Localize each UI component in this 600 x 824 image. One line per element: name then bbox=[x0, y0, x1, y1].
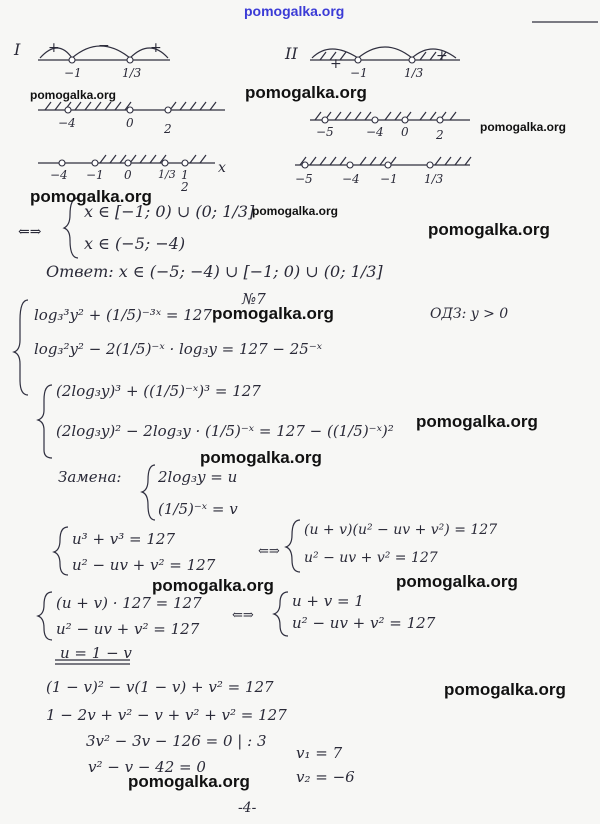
point-label: 0 bbox=[401, 125, 409, 139]
arc bbox=[130, 48, 168, 58]
axis-label: x bbox=[218, 160, 226, 176]
solution-interval-1: x ∈ [−1; 0) ∪ (0; 1/3] bbox=[84, 202, 255, 221]
equation: log₃²y² − 2(1/5)⁻ˣ · log₃y = 127 − 25⁻ˣ bbox=[34, 340, 323, 358]
equivalence-arrow: ⇐⇒ bbox=[258, 544, 280, 559]
substitution: (1/5)⁻ˣ = v bbox=[158, 500, 238, 518]
watermark[interactable]: pomogalka.org bbox=[396, 572, 518, 591]
point-label: −1 bbox=[64, 66, 82, 80]
brace bbox=[64, 198, 78, 258]
system-line: (u + v) · 127 = 127 bbox=[56, 594, 202, 612]
part-two-label: II bbox=[285, 44, 298, 63]
point-label: −4 bbox=[50, 168, 68, 182]
domain-note: ОДЗ: y > 0 bbox=[430, 306, 509, 322]
equation: (2log₃y)³ + ((1/5)⁻ˣ)³ = 127 bbox=[56, 382, 261, 400]
watermark[interactable]: pomogalka.org bbox=[152, 576, 274, 595]
equivalence-arrow: ⇐⇒ bbox=[18, 224, 42, 240]
equation-step: 3v² − 3v − 126 = 0 | : 3 bbox=[86, 732, 267, 750]
part-one-label: I bbox=[14, 40, 21, 59]
system-line: (u + v)(u² − uv + v²) = 127 bbox=[304, 522, 498, 538]
system-line: u² − uv + v² = 127 bbox=[72, 556, 216, 574]
point-label: −4 bbox=[366, 125, 384, 139]
point-label: −5 bbox=[316, 125, 334, 139]
point-label: 2 bbox=[164, 122, 172, 136]
brace bbox=[54, 527, 68, 575]
sign-plus: + bbox=[150, 40, 162, 56]
point-label: 0 bbox=[124, 168, 132, 182]
equation-step: v² − v − 42 = 0 bbox=[88, 758, 206, 776]
point-label: 1/3 bbox=[404, 66, 424, 80]
equation-step: 1 − 2v + v² − v + v² + v² = 127 bbox=[46, 706, 287, 724]
watermark[interactable]: pomogalka.org bbox=[245, 83, 367, 102]
solution-interval-2: x ∈ (−5; −4) bbox=[84, 234, 186, 253]
watermark[interactable]: pomogalka.org bbox=[444, 680, 566, 699]
watermark[interactable]: pomogalka.org bbox=[200, 448, 322, 467]
watermark[interactable]: pomogalka.org bbox=[428, 220, 550, 239]
point-label: −5 bbox=[295, 172, 313, 186]
watermark[interactable]: pomogalka.org bbox=[416, 412, 538, 431]
point-label: 1/3 bbox=[122, 66, 142, 80]
point-label: −1 bbox=[380, 172, 398, 186]
page-number: -4- bbox=[238, 800, 257, 816]
arc bbox=[412, 49, 456, 58]
equation: (2log₃y)² − 2log₃y · (1/5)⁻ˣ = 127 − ((1/5)⁻ˣ)² bbox=[56, 422, 394, 440]
sign-plus: + bbox=[48, 40, 60, 56]
point-label: 1/3 bbox=[158, 168, 176, 181]
system-line: u² − uv + v² = 127 bbox=[292, 614, 436, 632]
sign-plus: + bbox=[330, 56, 342, 72]
point-label: −4 bbox=[342, 172, 360, 186]
point-label: 2 bbox=[181, 180, 189, 194]
arc bbox=[358, 47, 412, 58]
brace bbox=[14, 300, 28, 395]
point-label: −1 bbox=[350, 66, 368, 80]
equivalence-arrow: ⇐⇒ bbox=[232, 608, 254, 623]
system-line: u³ + v³ = 127 bbox=[72, 530, 176, 548]
equation: log₃³y² + (1/5)⁻³ˣ = 127 bbox=[34, 306, 212, 324]
point-label: 1/3 bbox=[424, 172, 444, 186]
system-line: u² − uv + v² = 127 bbox=[56, 620, 200, 638]
watermark[interactable]: pomogalka.org bbox=[30, 187, 152, 206]
brace bbox=[274, 592, 288, 636]
watermark[interactable]: pomogalka.org bbox=[212, 304, 334, 323]
sign-plus: + bbox=[436, 48, 448, 64]
equation-step: (1 − v)² − v(1 − v) + v² = 127 bbox=[46, 678, 274, 696]
root: v₁ = 7 bbox=[296, 744, 343, 762]
brace bbox=[38, 592, 52, 640]
sign-minus: − bbox=[98, 38, 110, 54]
watermark[interactable]: pomogalka.org bbox=[30, 88, 117, 102]
point-label: 2 bbox=[436, 128, 444, 142]
system-line: u² − uv + v² = 127 bbox=[304, 550, 438, 566]
point-label: 0 bbox=[126, 116, 134, 130]
substitution-label: Замена: bbox=[58, 468, 122, 486]
watermark[interactable]: pomogalka.org bbox=[252, 204, 339, 218]
point-label: −1 bbox=[86, 168, 104, 182]
task-number: №7 bbox=[242, 290, 266, 308]
site-header[interactable]: pomogalka.org bbox=[244, 3, 345, 19]
u-expression: u = 1 − v bbox=[60, 644, 132, 662]
brace bbox=[286, 520, 300, 572]
substitution: 2log₃y = u bbox=[158, 468, 238, 486]
point-label: 1 bbox=[181, 168, 189, 182]
hatching bbox=[100, 155, 206, 163]
brace bbox=[142, 465, 155, 520]
brace bbox=[38, 385, 52, 458]
watermark[interactable]: pomogalka.org bbox=[128, 772, 250, 791]
hatching bbox=[315, 112, 456, 120]
system-line: u + v = 1 bbox=[292, 592, 364, 610]
watermark[interactable]: pomogalka.org bbox=[480, 120, 567, 134]
answer-line: Ответ: x ∈ (−5; −4) ∪ [−1; 0) ∪ (0; 1/3] bbox=[46, 262, 383, 281]
root: v₂ = −6 bbox=[296, 768, 355, 786]
point-label: −4 bbox=[58, 116, 76, 130]
